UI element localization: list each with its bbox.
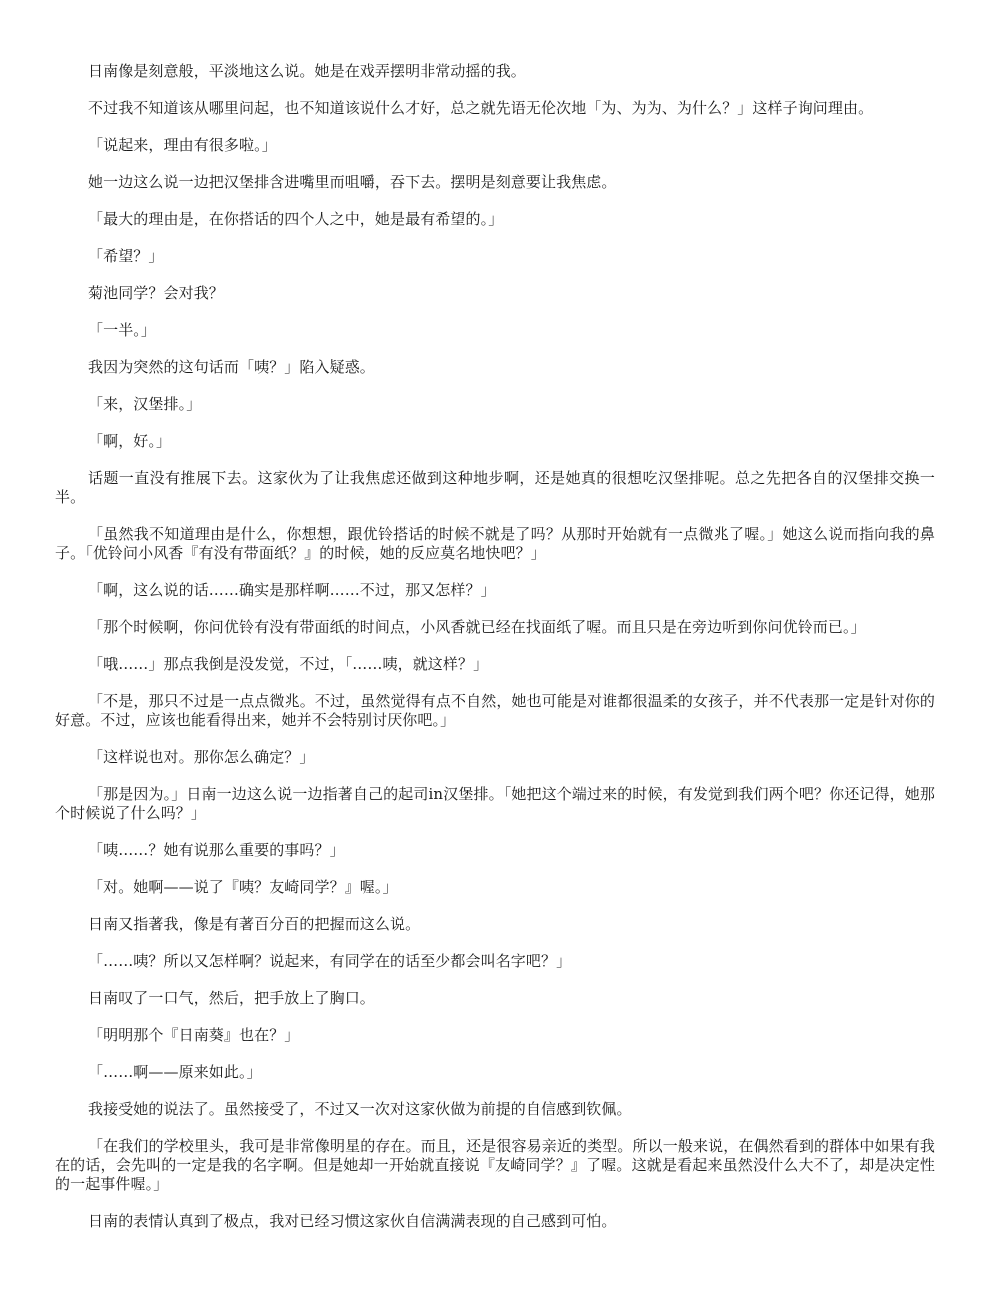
paragraph: 日南叹了一口气，然后，把手放上了胸口。: [88, 989, 375, 1007]
document-page: [55, 62, 935, 1249]
paragraph: 「明明那个『日南葵』也在？」: [88, 1026, 300, 1044]
paragraph: 我因为突然的这句话而「咦？」陷入疑惑。: [88, 358, 375, 376]
paragraph: 日南又指著我，像是有著百分百的把握而这么说。: [88, 915, 421, 933]
paragraph: 「对。她啊——说了『咦？友崎同学？』喔。」: [88, 878, 398, 896]
paragraph: 「那是因为。」日南一边这么说一边指著自己的起司in汉堡排。「她把这个端过来的时候，有发觉到我们两个吧？你还记得，她那个时候说了什么吗？」: [55, 785, 935, 822]
paragraph: 「啊，好。」: [88, 432, 172, 450]
paragraph: 「最大的理由是，在你搭话的四个人之中，她是最有希望的。」: [88, 210, 504, 228]
paragraph: 「啊，这么说的话……确实是那样啊……不过，那又怎样？」: [88, 581, 496, 599]
paragraph: 「希望？」: [88, 247, 164, 265]
paragraph: 「虽然我不知道理由是什么，你想想，跟优铃搭话的时候不就是了吗？从那时开始就有一点微兆了喔。」她这么说而指向我的鼻子。「优铃问小风香『有没有带面纸？』的时候，她的反应莫名地快吧？」: [55, 525, 935, 562]
paragraph: 她一边这么说一边把汉堡排含进嘴里而咀嚼，吞下去。摆明是刻意要让我焦虑。: [88, 173, 617, 191]
paragraph: 日南像是刻意般，平淡地这么说。她是在戏弄摆明非常动摇的我。: [88, 62, 526, 80]
paragraph: 菊池同学？会对我？: [88, 284, 224, 302]
paragraph: 「哦……」那点我倒是没发觉，不过，「……咦，就这样？」: [88, 655, 489, 673]
paragraph: 日南的表情认真到了极点，我对已经习惯这家伙自信满满表现的自己感到可怕。: [88, 1212, 617, 1230]
paragraph: 「来，汉堡排。」: [88, 395, 202, 413]
paragraph: 「……咦？所以又怎样啊？说起来，有同学在的话至少都会叫名字吧？」: [88, 952, 572, 970]
paragraph: 「这样说也对。那你怎么确定？」: [88, 748, 315, 766]
paragraph: 「不是，那只不过是一点点微兆。不过，虽然觉得有点不自然，她也可能是对谁都很温柔的女孩子，并不代表那一定是针对你的好意。不过，应该也能看得出来，她并不会特别讨厌你吧。」: [55, 692, 935, 729]
paragraph: 话题一直没有推展下去。这家伙为了让我焦虑还做到这种地步啊，还是她真的很想吃汉堡排呢。总之先把各自的汉堡排交换一半。: [55, 469, 935, 506]
paragraph: 「在我们的学校里头，我可是非常像明星的存在。而且，还是很容易亲近的类型。所以一般来说，在偶然看到的群体中如果有我在的话，会先叫的一定是我的名字啊。但是她却一开始就直接说『友崎同学？』了喔。这就是看起来虽然没什么大不了，却是决定性的一起事件喔。」: [55, 1137, 935, 1193]
paragraph: 「……啊——原来如此。」: [88, 1063, 262, 1081]
paragraph: 「说起来，理由有很多啦。」: [88, 136, 277, 154]
paragraph: 不过我不知道该从哪里问起，也不知道该说什么才好，总之就先语无伦次地「为、为为、为什么？」这样子询问理由。: [88, 99, 874, 117]
paragraph: 「一半。」: [88, 321, 157, 339]
paragraph: 「咦……？她有说那么重要的事吗？」: [88, 841, 345, 859]
paragraph: 我接受她的说法了。虽然接受了，不过又一次对这家伙做为前提的自信感到钦佩。: [88, 1100, 632, 1118]
paragraph: 「那个时候啊，你问优铃有没有带面纸的时间点，小风香就已经在找面纸了喔。而且只是在旁边听到你问优铃而已。」: [88, 618, 866, 636]
